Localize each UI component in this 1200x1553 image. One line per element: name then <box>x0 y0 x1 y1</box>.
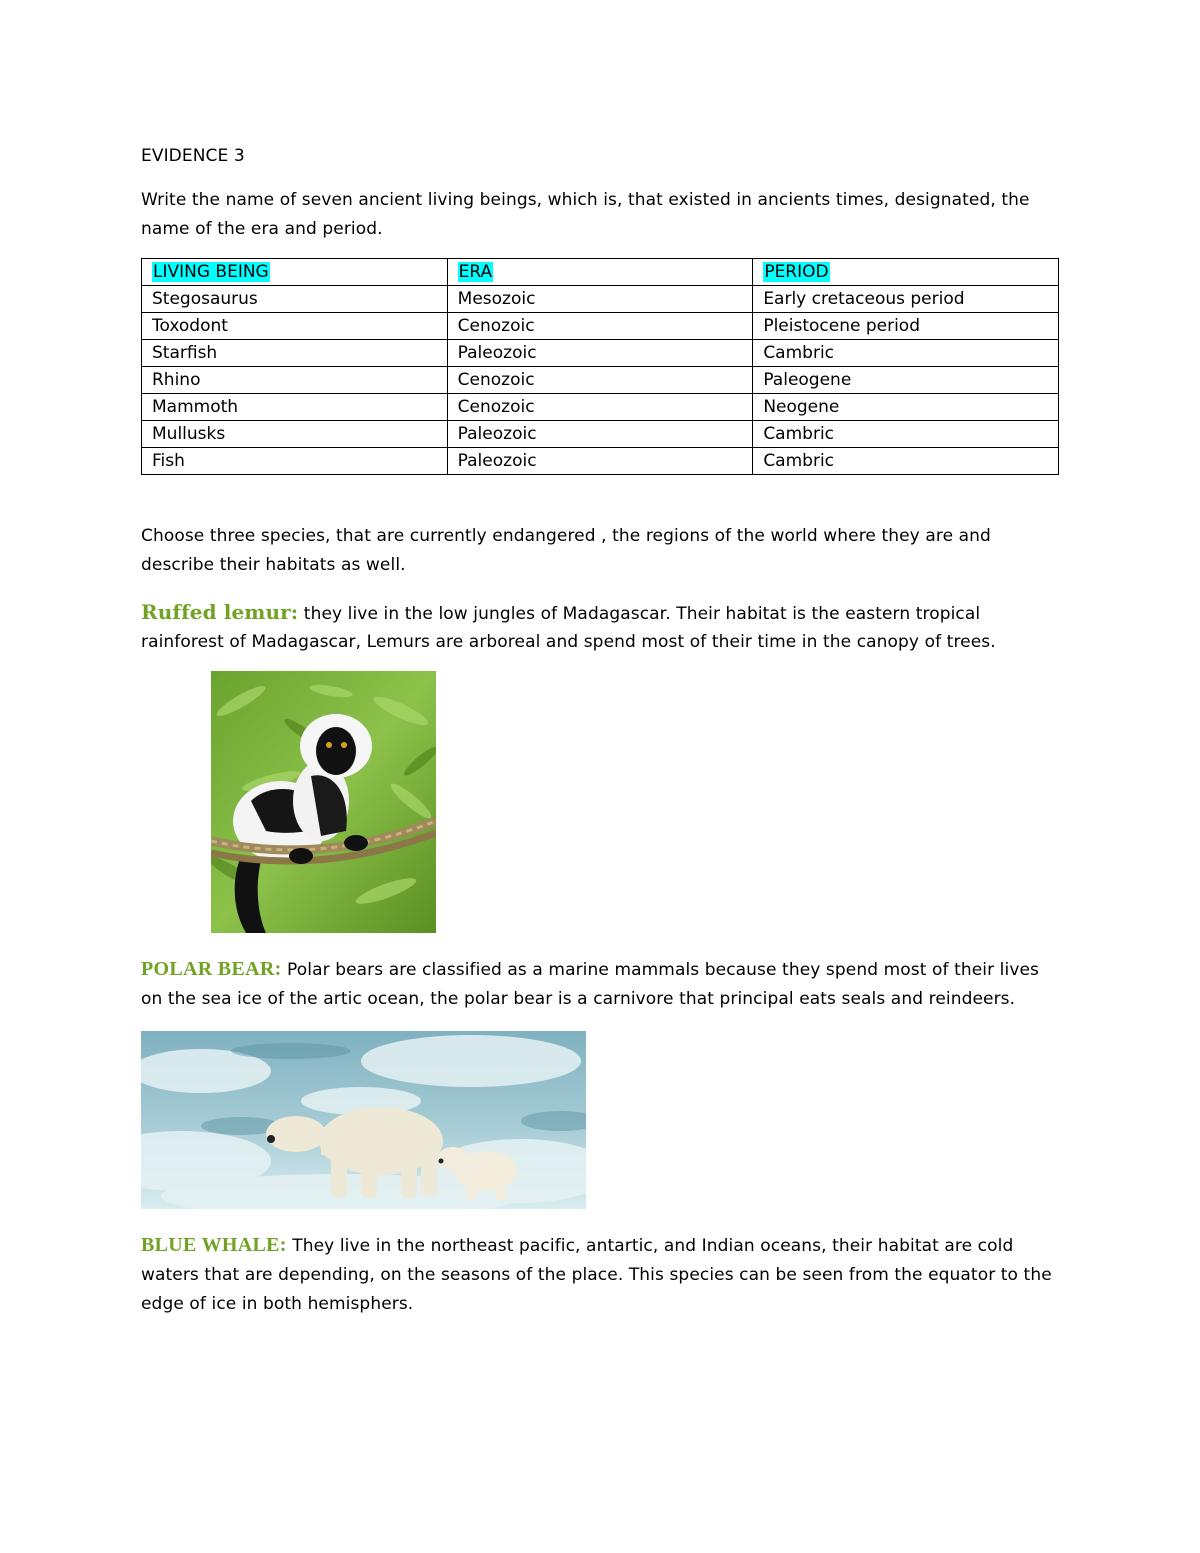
cell-living-being: Mammoth <box>142 394 448 421</box>
table-row <box>142 286 1059 313</box>
blue-whale-paragraph-line-1 <box>141 1231 1013 1261</box>
cell-living-being: Fish <box>142 448 448 475</box>
table-row <box>142 367 1059 394</box>
table-row <box>142 394 1059 421</box>
cell-era: Mesozoic <box>447 286 753 313</box>
table-header-cell <box>753 259 1059 286</box>
polar-bear-paragraph-line-2: on the sea ice of the artic ocean, the polar bear is a carnivore that principal eats seals and reindeers. <box>141 989 1016 1009</box>
cell-era: Cenozoic <box>447 313 753 340</box>
header-living-being: LIVING BEING <box>153 262 269 282</box>
lemur-heading: Ruffed lemur: <box>141 600 299 624</box>
lemur-paragraph-line-2: rainforest of Madagascar, Lemurs are arboreal and spend most of their time in the canopy of trees. <box>141 632 996 652</box>
intro-line-2: name of the era and period. <box>141 219 383 239</box>
blue-whale-text-1: They live in the northeast pacific, antartic, and Indian oceans, their habitat are cold <box>286 1236 1014 1256</box>
cell-period: Early cretaceous period <box>753 286 1059 313</box>
cell-era: Paleozoic <box>447 448 753 475</box>
species-intro-line-2: describe their habitats as well. <box>141 555 406 575</box>
polar-bear-text-1: Polar bears are classified as a marine mammals because they spend most of their lives <box>281 960 1040 980</box>
cell-period: Cambric <box>753 448 1059 475</box>
table-header-row <box>142 259 1059 286</box>
polar-bear-paragraph-line-1 <box>141 955 1039 985</box>
header-period: PERIOD <box>764 262 829 282</box>
lemur-photo <box>211 671 436 933</box>
era-period-table <box>141 258 1059 475</box>
cell-living-being: Toxodont <box>142 313 448 340</box>
table-header-cell <box>142 259 448 286</box>
table-header-cell <box>447 259 753 286</box>
cell-living-being: Rhino <box>142 367 448 394</box>
header-era: ERA <box>458 262 493 282</box>
cell-period: Neogene <box>753 394 1059 421</box>
lemur-paragraph-line-1 <box>141 598 980 629</box>
species-intro-line-1: Choose three species, that are currently endangered , the regions of the world where they are and <box>141 526 991 546</box>
intro-line-1: Write the name of seven ancient living beings, which is, that existed in ancients times, designated, the <box>141 190 1030 210</box>
lemur-text-1: they live in the low jungles of Madagascar. Their habitat is the eastern tropical <box>298 604 981 624</box>
blue-whale-heading: BLUE WHALE: <box>141 1234 287 1256</box>
cell-period: Pleistocene period <box>753 313 1059 340</box>
cell-period: Cambric <box>753 421 1059 448</box>
table-row <box>142 313 1059 340</box>
blue-whale-paragraph-line-3: edge of ice in both hemisphers. <box>141 1294 414 1314</box>
cell-era: Paleozoic <box>447 421 753 448</box>
cell-era: Cenozoic <box>447 394 753 421</box>
cell-period: Cambric <box>753 340 1059 367</box>
blue-whale-paragraph-line-2: waters that are depending, on the seasons of the place. This species can be seen from the equator to the <box>141 1265 1052 1285</box>
polar-bear-heading: POLAR BEAR: <box>141 958 282 980</box>
cell-living-being: Starfish <box>142 340 448 367</box>
cell-era: Cenozoic <box>447 367 753 394</box>
cell-living-being: Mullusks <box>142 421 448 448</box>
polar-bear-photo <box>141 1031 586 1209</box>
cell-era: Paleozoic <box>447 340 753 367</box>
table-row <box>142 421 1059 448</box>
table-row <box>142 448 1059 475</box>
cell-period: Paleogene <box>753 367 1059 394</box>
evidence-title: EVIDENCE 3 <box>141 146 245 166</box>
cell-living-being: Stegosaurus <box>142 286 448 313</box>
table-row <box>142 340 1059 367</box>
